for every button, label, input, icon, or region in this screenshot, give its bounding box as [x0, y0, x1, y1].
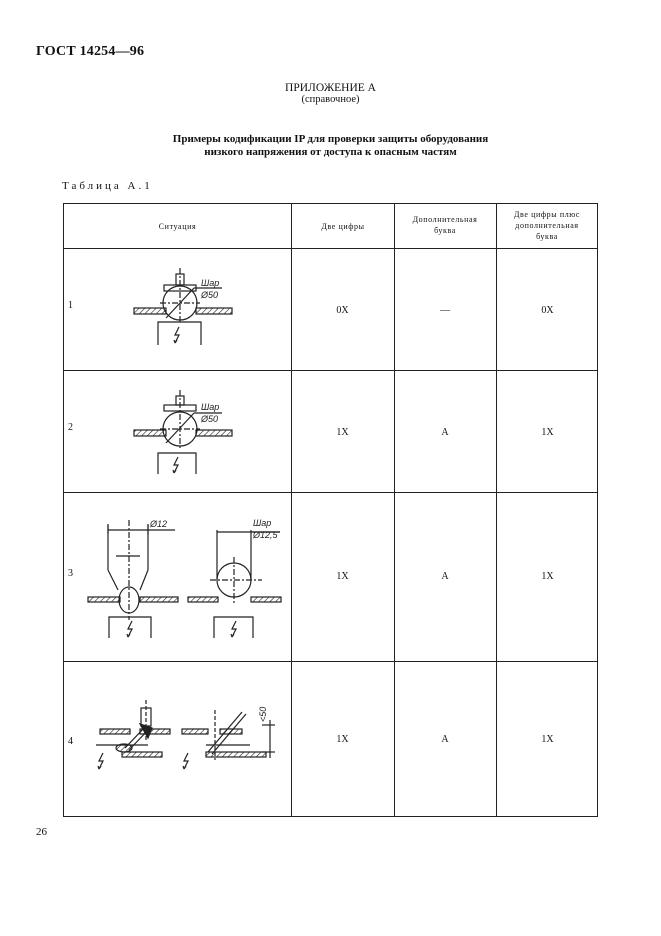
- table-caption: Таблица А.1: [62, 180, 153, 192]
- diagram-label: Ø12: [150, 519, 168, 529]
- standard-header: ГОСТ 14254—96: [36, 44, 145, 59]
- page-number: 26: [36, 826, 47, 838]
- diagram-label: <50: [258, 706, 268, 722]
- row-number: 3: [68, 568, 73, 579]
- column-divider: [291, 204, 292, 816]
- row-divider: [64, 370, 597, 371]
- table-cell-letter: A: [441, 734, 449, 745]
- row-number: 2: [68, 422, 73, 433]
- section-title-line1: Примеры кодификации IP для проверки защиты оборудования: [172, 133, 489, 145]
- table-cell-two-digits: 0X: [336, 305, 349, 316]
- table-a1: [63, 203, 598, 817]
- table-cell-letter: A: [441, 427, 449, 438]
- column-divider: [496, 204, 497, 816]
- appendix-subtitle: (справочное): [301, 94, 360, 105]
- table-cell-combined: 0X: [541, 305, 554, 316]
- table-cell-two-digits: 1X: [336, 734, 349, 745]
- diagram-label: Шар: [201, 278, 220, 288]
- section-title-line2: низкого напряжения от доступа к опасным частям: [204, 146, 457, 158]
- table-cell-combined: 1X: [541, 571, 554, 582]
- column-divider: [394, 204, 395, 816]
- table-cell-combined: 1X: [541, 734, 554, 745]
- row-number: 1: [68, 300, 73, 311]
- table-cell-two-digits: 1X: [336, 427, 349, 438]
- table-cell-two-digits: 1X: [336, 571, 349, 582]
- row-divider: [64, 661, 597, 662]
- header-two-digits: Две цифры: [321, 222, 365, 231]
- row-divider: [64, 492, 597, 493]
- header-additional-letter: Дополнительная буква: [412, 215, 478, 235]
- header-combined: Две цифры плюс дополнительная буква: [513, 210, 581, 241]
- diagram-label: Шар: [253, 518, 272, 528]
- appendix-title: ПРИЛОЖЕНИЕ А: [285, 82, 376, 94]
- table-cell-letter: —: [440, 305, 450, 316]
- header-situation: Ситуация: [158, 222, 197, 231]
- diagram-label: Шар: [201, 402, 220, 412]
- row-divider: [64, 248, 597, 249]
- diagram-label: Ø50: [201, 414, 219, 424]
- diagram-label: Ø12,5: [253, 530, 278, 540]
- table-cell-letter: A: [441, 571, 449, 582]
- table-cell-combined: 1X: [541, 427, 554, 438]
- diagram-label: Ø50: [201, 290, 219, 300]
- row-number: 4: [68, 736, 73, 747]
